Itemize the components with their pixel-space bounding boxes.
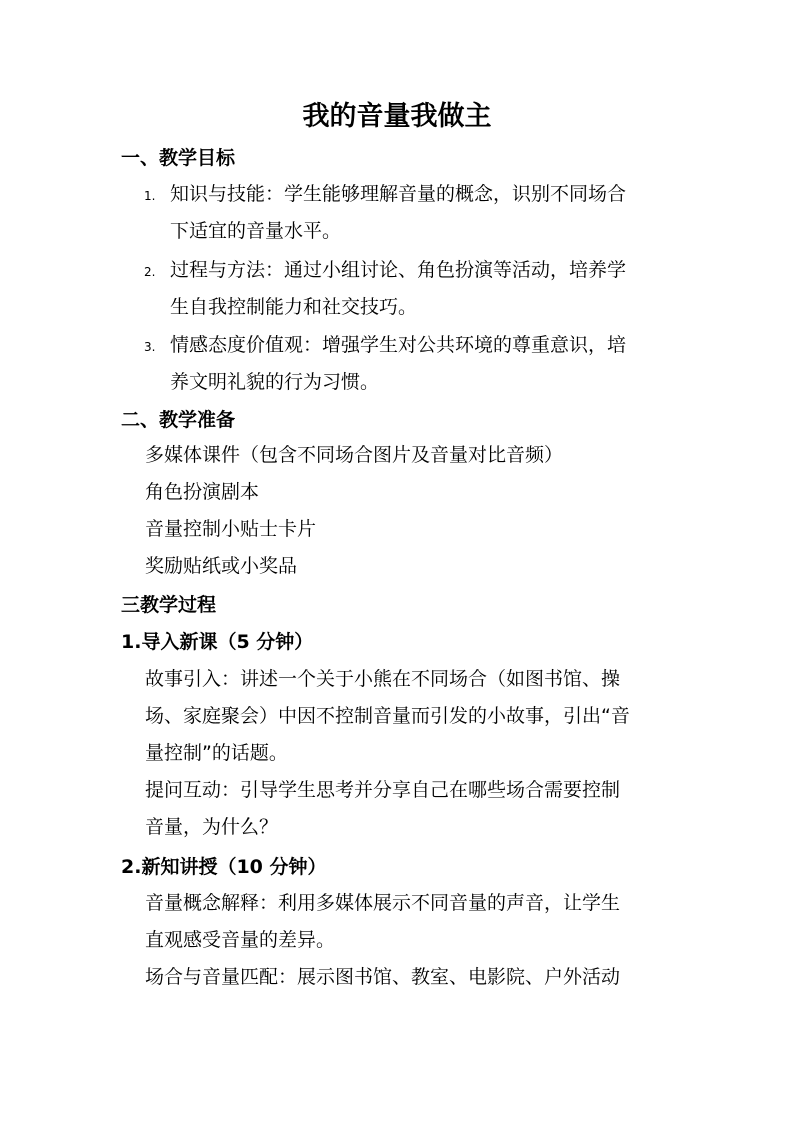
text-line: 情感态度价值观：增强学生对公共环境的尊重意识，培 <box>170 334 627 356</box>
text-line: 音量概念解释：利用多媒体展示不同音量的声音，让学生 <box>145 892 621 914</box>
list-item-number: 2. <box>144 265 156 279</box>
text-line: 过程与方法：通过小组讨论、角色扮演等活动，培养学 <box>170 259 627 281</box>
list-item-number: 1. <box>144 189 156 203</box>
text-line: 场合与音量匹配：展示图书馆、教室、电影院、户外活动 <box>145 966 621 988</box>
text-line: 下适宜的音量水平。 <box>170 220 342 242</box>
subsection-heading-new-knowledge: 2.新知讲授（10 分钟） <box>121 856 327 878</box>
page-title: 我的音量我做主 <box>302 101 492 132</box>
text-line: 养文明礼貌的行为习惯。 <box>170 371 380 393</box>
paragraph-story <box>145 661 680 772</box>
list-item: 奖励贴纸或小奖品 <box>145 555 298 577</box>
paragraph-question <box>145 772 680 846</box>
text-line: 音量，为什么？ <box>145 816 279 838</box>
paragraph-volume-concept <box>145 885 680 959</box>
list-item: 角色扮演剧本 <box>145 481 260 503</box>
text-line: 直观感受音量的差异。 <box>145 929 336 951</box>
subsection-heading-intro: 1.导入新课（5 分钟） <box>121 631 314 653</box>
paragraph-venue-matching <box>145 959 680 996</box>
section-heading-goals: 一、教学目标 <box>121 147 236 169</box>
list-item-text <box>170 252 680 326</box>
list-item-text <box>170 176 680 250</box>
text-line: 量控制”的话题。 <box>145 742 288 764</box>
text-line: 知识与技能：学生能够理解音量的概念，识别不同场合 <box>170 183 627 205</box>
list-item: 音量控制小贴士卡片 <box>145 518 317 540</box>
list-item: 多媒体课件（包含不同场合图片及音量对比音频） <box>145 444 564 466</box>
list-item-number: 3. <box>144 340 156 354</box>
preparation-list <box>145 437 680 585</box>
section-heading-process: 三教学过程 <box>121 594 217 616</box>
section-heading-preparation: 二、教学准备 <box>121 409 236 431</box>
list-item-text <box>170 327 680 401</box>
text-line: 生自我控制能力和社交技巧。 <box>170 296 418 318</box>
text-line: 场、家庭聚会）中因不控制音量而引发的小故事，引出“音 <box>145 705 630 727</box>
text-line: 提问互动：引导学生思考并分享自己在哪些场合需要控制 <box>145 779 621 801</box>
text-line: 故事引入：讲述一个关于小熊在不同场合（如图书馆、操 <box>145 668 621 690</box>
